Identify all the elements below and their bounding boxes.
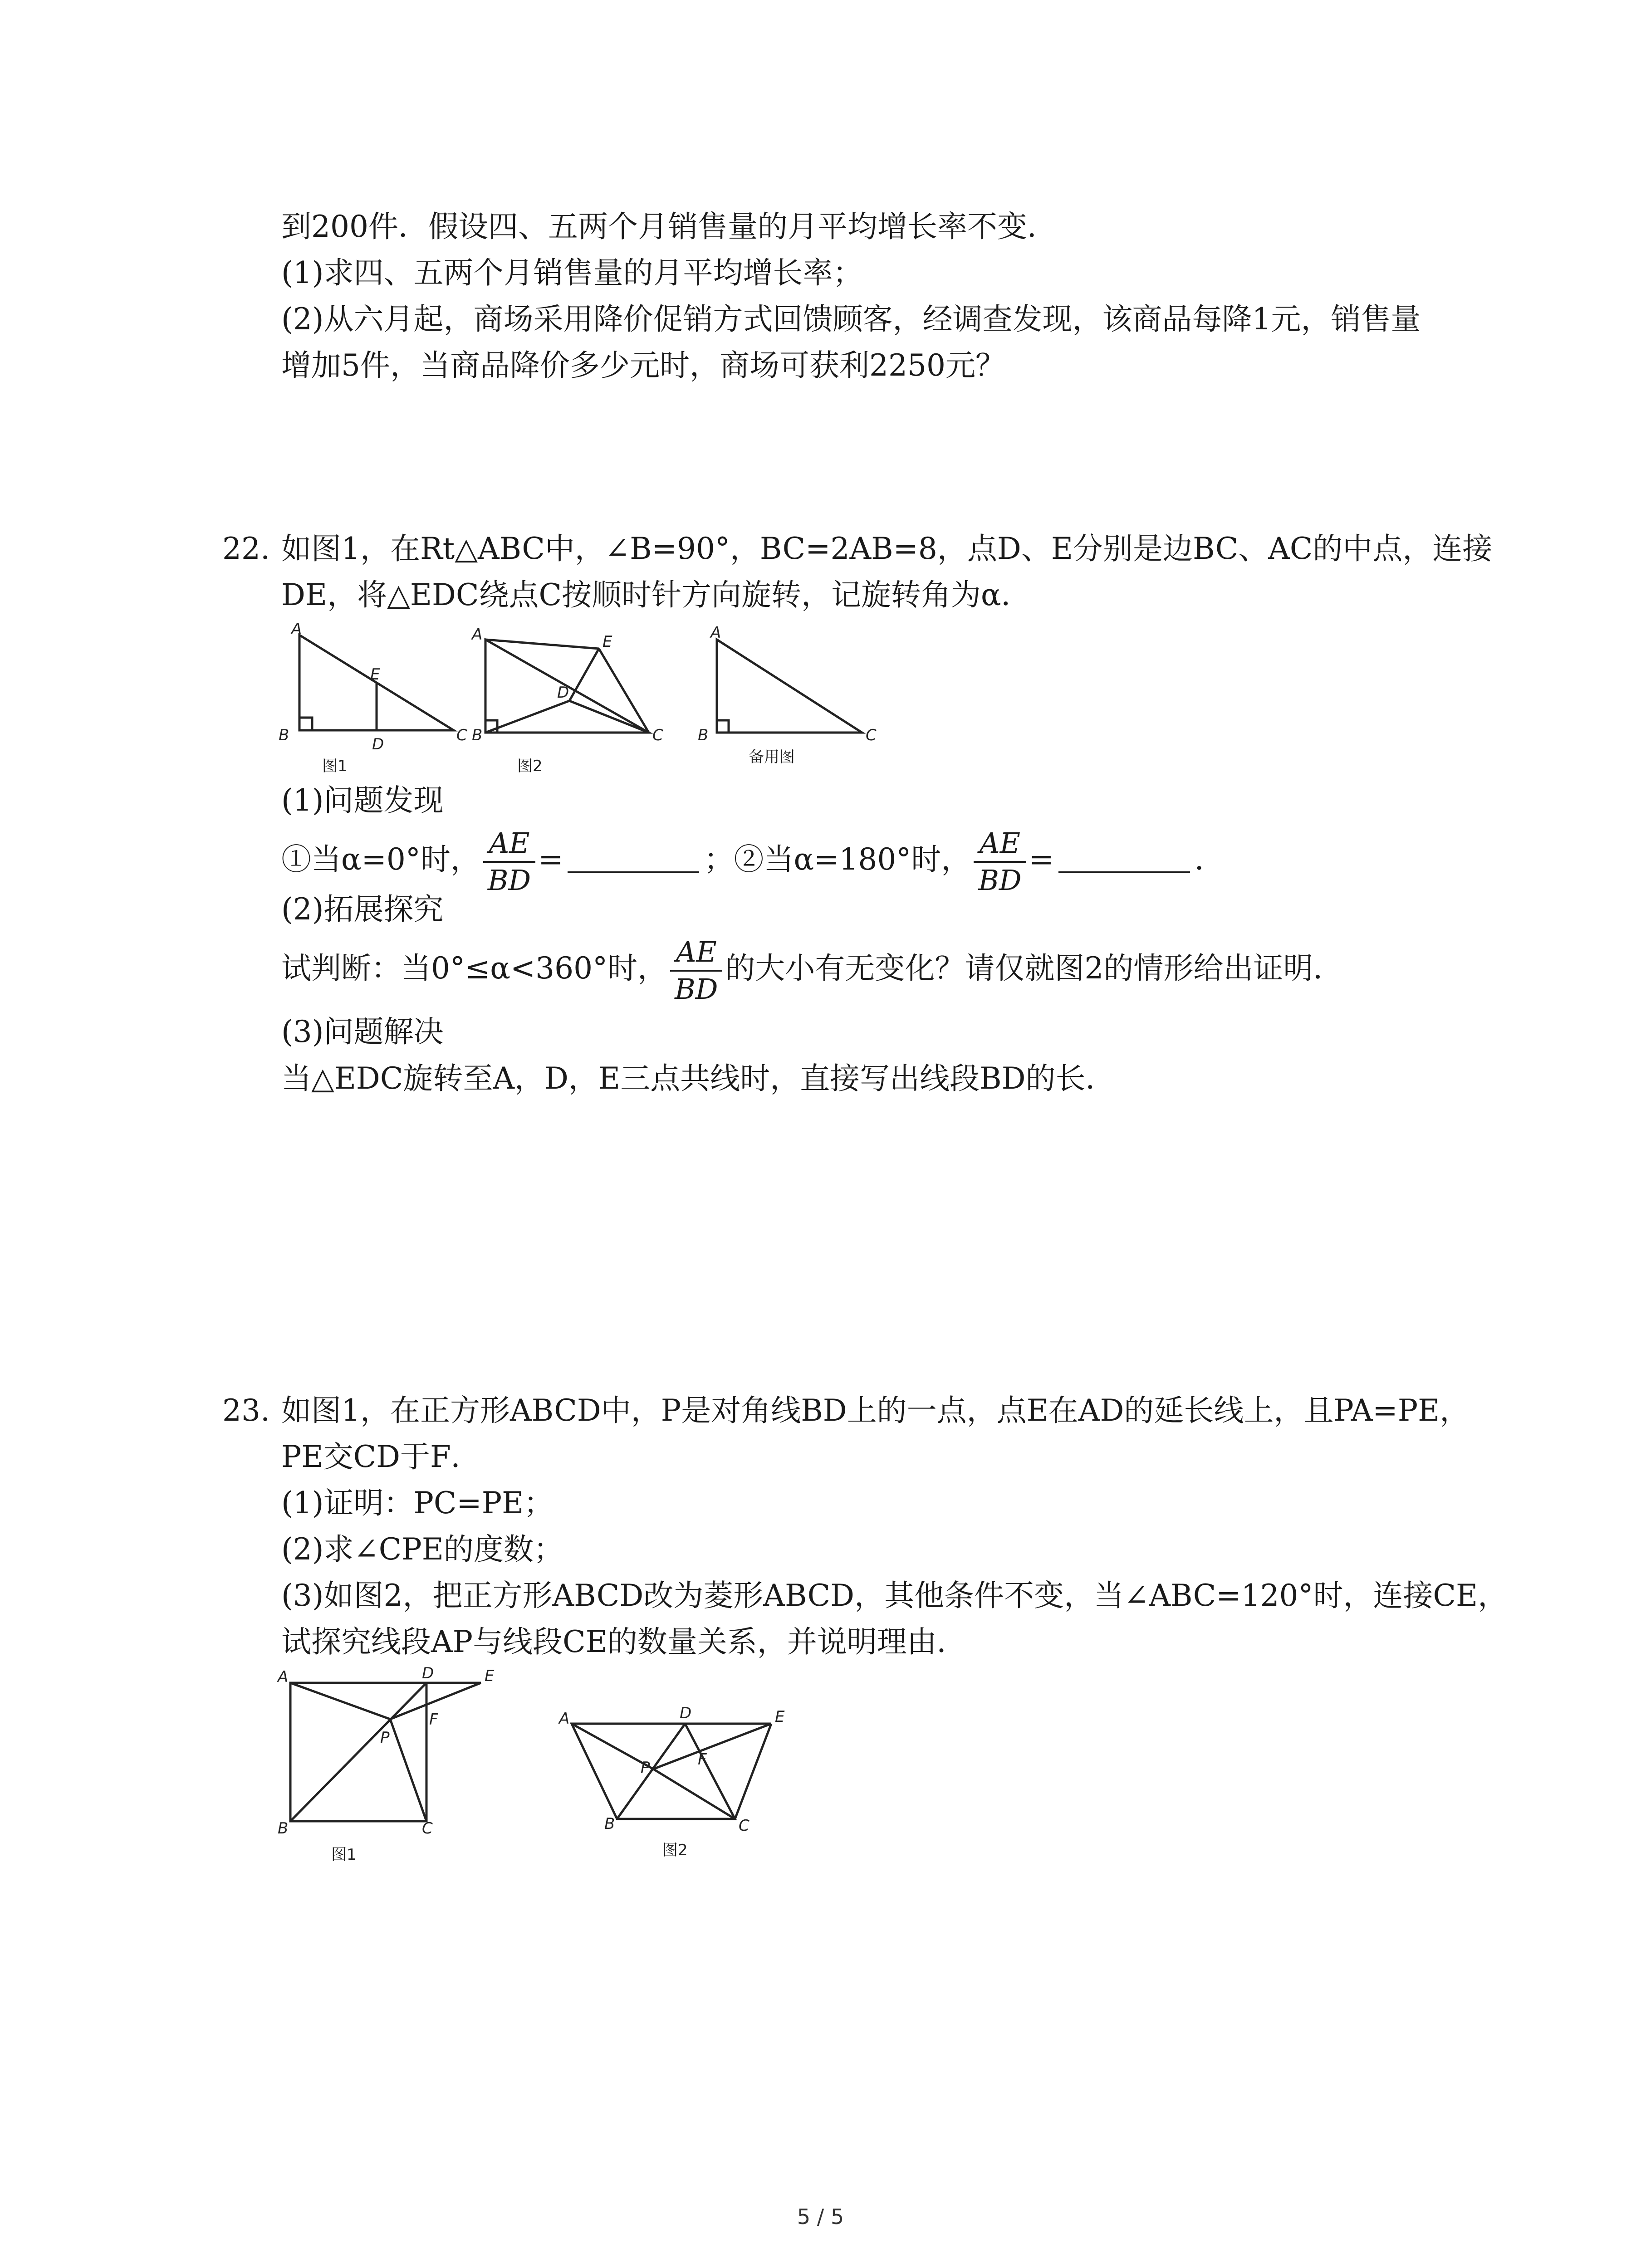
diagonal-bd bbox=[617, 1724, 685, 1819]
label-d: D bbox=[372, 735, 384, 753]
diagonal-bd bbox=[290, 1683, 426, 1821]
q22-part1-case2: ②当α=180°时， bbox=[734, 842, 971, 877]
triangle-abc bbox=[717, 640, 862, 733]
label-c: C bbox=[652, 726, 663, 744]
q22-part2-row bbox=[281, 934, 1343, 1006]
label-e: E bbox=[370, 665, 380, 684]
fig1-caption: 图1 bbox=[322, 757, 348, 775]
label-b: B bbox=[604, 1815, 615, 1833]
q23-number: 23. bbox=[222, 1393, 270, 1428]
q23-line-3: (1)证明：PC=PE； bbox=[281, 1486, 554, 1520]
q22-line-2: DE，将△EDC绕点C按顺时针方向旋转，记旋转角为α． bbox=[281, 577, 1031, 612]
q23-figure-2 bbox=[554, 1696, 808, 1869]
q23-line-1 bbox=[222, 1388, 1470, 1433]
q21-line-3: (2)从六月起，商场采用降价促销方式回馈顾客，经调查发现，该商品每降1元，销售量 bbox=[281, 302, 1421, 337]
q22-part2-text-b: 的大小有无变化？请仅就图2的情形给出证明． bbox=[725, 951, 1343, 986]
answer-blank-1[interactable] bbox=[568, 844, 699, 873]
label-a: A bbox=[472, 626, 483, 644]
label-e: E bbox=[775, 1708, 785, 1726]
q22-line-1 bbox=[222, 526, 1492, 572]
q22-part2-text-a: 试判断：当0°≤α<360°时， bbox=[281, 951, 668, 986]
label-p: P bbox=[641, 1759, 650, 1777]
label-d: D bbox=[422, 1664, 434, 1682]
label-b: B bbox=[279, 726, 289, 744]
label-d: D bbox=[680, 1704, 692, 1722]
label-e: E bbox=[485, 1667, 495, 1685]
fraction-ae-bd: $\frac{AE}{BD}$ bbox=[483, 829, 535, 894]
q23-stem-1: 如图1，在正方形ABCD中，P是对角线BD上的一点，点E在AD的延长线上，且PA=PE， bbox=[281, 1393, 1470, 1428]
label-a: A bbox=[278, 1668, 289, 1686]
q22-part2-title: (2)拓展探究 bbox=[281, 892, 444, 927]
label-e: E bbox=[603, 633, 612, 651]
q21-line-4: 增加5件，当商品降价多少元时，商场可获利2250元？ bbox=[281, 348, 1005, 383]
label-c: C bbox=[739, 1817, 749, 1835]
fraction-ae-bd: $\frac{AE}{BD}$ bbox=[974, 829, 1026, 894]
label-p: P bbox=[380, 1729, 390, 1747]
right-angle-mark bbox=[299, 718, 312, 730]
q22-figure-2 bbox=[458, 621, 676, 785]
q23-line-6: 试探究线段AP与线段CE的数量关系，并说明理由． bbox=[281, 1624, 967, 1659]
fraction-ae-bd: $\frac{AE}{BD}$ bbox=[670, 938, 722, 1003]
label-c: C bbox=[866, 726, 877, 744]
segment-bd bbox=[485, 701, 569, 733]
segment-ap bbox=[290, 1683, 390, 1719]
label-a: A bbox=[291, 620, 302, 638]
q22-part1-title: (1)问题发现 bbox=[281, 783, 444, 818]
fig1-caption: 图1 bbox=[331, 1846, 357, 1864]
page-number: 5 / 5 bbox=[797, 2204, 844, 2229]
q21-line-1: 到200件．假设四、五两个月销售量的月平均增长率不变． bbox=[281, 209, 1057, 244]
label-f: F bbox=[698, 1750, 707, 1769]
answer-blank-2[interactable] bbox=[1058, 844, 1190, 873]
q22-backup-figure bbox=[690, 621, 907, 785]
label-d: D bbox=[557, 684, 569, 702]
fig2-caption: 图2 bbox=[662, 1841, 688, 1859]
label-b: B bbox=[472, 726, 483, 744]
label-a: A bbox=[710, 624, 721, 642]
label-f: F bbox=[429, 1711, 438, 1729]
segment-ce bbox=[735, 1724, 771, 1819]
q22-number: 22. bbox=[222, 531, 270, 566]
segment-dc bbox=[569, 701, 649, 733]
label-b: B bbox=[278, 1819, 289, 1838]
segment-ae bbox=[485, 640, 599, 649]
label-c: C bbox=[422, 1819, 433, 1838]
segment-pc bbox=[390, 1719, 426, 1821]
fig3-caption: 备用图 bbox=[749, 748, 795, 766]
q23-line-4: (2)求∠CPE的度数； bbox=[281, 1532, 563, 1567]
segment-ed bbox=[569, 649, 599, 701]
right-angle-mark bbox=[717, 720, 729, 733]
label-c: C bbox=[456, 726, 467, 744]
q23-figure-1 bbox=[268, 1665, 522, 1873]
segment-ec bbox=[599, 649, 649, 733]
label-a: A bbox=[559, 1710, 570, 1728]
fig2-caption: 图2 bbox=[517, 757, 543, 775]
label-b: B bbox=[698, 726, 709, 744]
q22-figure-1 bbox=[272, 621, 472, 785]
q22-part1-row: ①当α=0°时， $\frac{AE}{BD}$ = ；②当α=180°时， $\frac{AE}{BD}$ = ． bbox=[281, 826, 1225, 897]
q22-stem-1: 如图1，在Rt△ABC中，∠B=90°，BC=2AB=8，点D、E分别是边BC、AC的中点，连接 bbox=[281, 531, 1493, 566]
q22-part3-text: 当△EDC旋转至A，D，E三点共线时，直接写出线段BD的长． bbox=[281, 1061, 1116, 1096]
q22-part1-case1: ①当α=0°时， bbox=[281, 842, 480, 877]
q23-line-5: (3)如图2，把正方形ABCD改为菱形ABCD，其他条件不变，当∠ABC=120°时，连接CE， bbox=[281, 1578, 1508, 1613]
q21-line-2: (1)求四、五两个月销售量的月平均增长率； bbox=[281, 255, 863, 290]
q22-part3-title: (3)问题解决 bbox=[281, 1014, 444, 1049]
segment-pe bbox=[653, 1724, 771, 1769]
q23-line-2: PE交CD于F． bbox=[281, 1439, 481, 1474]
